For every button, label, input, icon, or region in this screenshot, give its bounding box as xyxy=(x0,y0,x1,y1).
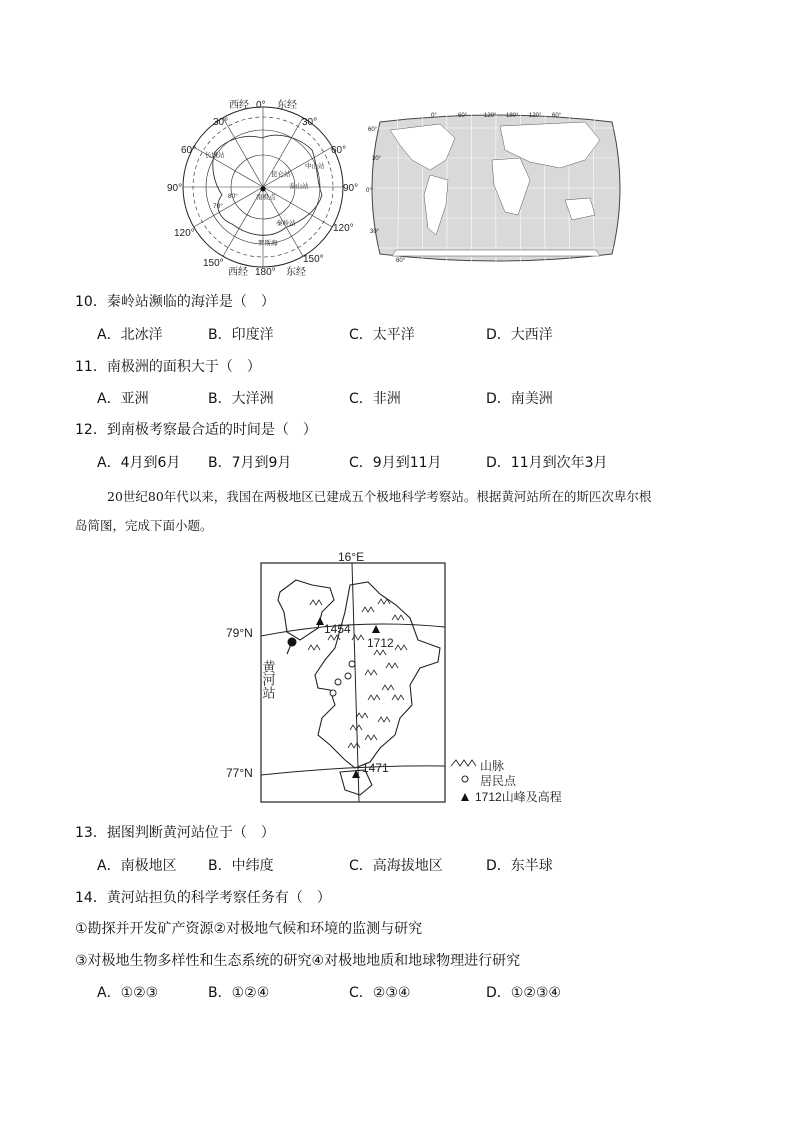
deg-label: 120° xyxy=(174,228,195,239)
question-text: 黄河站担负的科学考察任务有（ ） xyxy=(106,890,331,906)
q14-option-b[interactable]: B．①②④ xyxy=(208,985,270,1001)
question-number: 11． xyxy=(75,359,107,375)
lat-label: 60° xyxy=(396,258,406,264)
question-text: 到南极考察最合适的时间是（ ） xyxy=(106,422,317,438)
mountain-symbol xyxy=(310,600,322,605)
mountain-symbol xyxy=(308,645,320,650)
inner-label: 罗斯海 xyxy=(258,240,278,247)
question-text: 南极洲的面积大于（ ） xyxy=(106,359,261,375)
island-main xyxy=(315,582,440,768)
station-label: 泰山站 xyxy=(289,183,309,190)
settlement-dot xyxy=(345,673,351,679)
intro-line-1: 20世纪80年代以来，我国在两极地区已建成五个极地科学考察站。根据黄河站所在的斯匹次卑尔根 xyxy=(107,489,652,504)
question-11 xyxy=(75,356,261,376)
lat-label-79n: 79°N xyxy=(226,626,253,640)
peak-triangle xyxy=(372,625,380,633)
q12-option-d[interactable]: D．11月到次年3月 xyxy=(486,455,608,471)
settlement-dot xyxy=(335,679,341,685)
deg-label: 150° xyxy=(303,254,324,265)
q10-option-c[interactable]: C．太平洋 xyxy=(349,327,415,343)
mountain-symbol xyxy=(365,735,377,740)
question-text: 据图判断黄河站位于（ ） xyxy=(106,825,275,841)
question-number: 12． xyxy=(75,422,107,438)
lon-label: 180° xyxy=(506,113,519,119)
q10-option-d[interactable]: D．大西洋 xyxy=(486,327,553,343)
mountain-symbol xyxy=(382,685,394,690)
lon-label: 120° xyxy=(529,113,542,119)
polar-top-zero: 0° xyxy=(256,100,266,111)
meridian-line xyxy=(263,187,332,227)
lat-label: 30° xyxy=(372,156,382,162)
mountain-symbol xyxy=(392,615,404,620)
q11-option-d[interactable]: D．南美洲 xyxy=(486,391,553,407)
lon-label: 60° xyxy=(552,113,562,119)
deg-label: 30° xyxy=(213,117,229,128)
q10-option-b[interactable]: B．印度洋 xyxy=(208,327,274,343)
q13-option-c[interactable]: C．高海拔地区 xyxy=(349,858,443,874)
q14-option-a[interactable]: A．①②③ xyxy=(97,985,159,1001)
lon-label: 120° xyxy=(484,113,497,119)
peak-elevation: 1454 xyxy=(324,622,351,636)
q14-option-c[interactable]: C．②③④ xyxy=(349,985,411,1001)
deg-label: 60° xyxy=(331,145,347,156)
polar-bottom-west: 西经 xyxy=(228,267,248,278)
peak-elevation: 1471 xyxy=(362,761,389,775)
lon-label: 60° xyxy=(458,113,468,119)
lat-label: 0° xyxy=(366,188,372,194)
peak-elevation: 1712 xyxy=(367,636,394,650)
question-14 xyxy=(75,887,331,907)
mountain-symbol xyxy=(356,713,368,718)
deg-label: 30° xyxy=(302,117,318,128)
polar-top-east: 东经 xyxy=(277,100,297,111)
station-label: 长城站 xyxy=(205,152,225,159)
lon-label: 0° xyxy=(431,113,437,119)
antarctica-polar-map xyxy=(165,92,365,282)
mountain-symbol xyxy=(392,695,404,700)
q12-option-a[interactable]: A．4月到6月 xyxy=(97,455,181,471)
lat-label: 60° xyxy=(368,127,378,133)
world-map xyxy=(365,106,627,268)
question-13 xyxy=(75,822,275,842)
inner-label: 80° xyxy=(228,193,238,200)
huanghe-station-label: 黄河站 xyxy=(260,660,276,699)
deg-label: 150° xyxy=(203,258,224,269)
question-number: 13． xyxy=(75,825,107,841)
q12-option-c[interactable]: C．9月到11月 xyxy=(349,455,442,471)
q14-statement-1: ①勘探并开发矿产资源②对极地气候和环境的监测与研究 xyxy=(75,921,423,937)
question-12 xyxy=(75,419,317,439)
deg-label: 60° xyxy=(181,145,197,156)
mountain-symbol xyxy=(395,645,407,650)
question-number: 14． xyxy=(75,890,107,906)
polar-bottom-center: 180° xyxy=(255,267,276,278)
svalbard-island-map xyxy=(222,545,582,810)
settlement-dot xyxy=(330,690,336,696)
peak-triangle xyxy=(316,617,324,625)
mountain-symbol xyxy=(374,650,386,655)
q13-option-a[interactable]: A．南极地区 xyxy=(97,858,177,874)
antarctica xyxy=(392,250,600,256)
deg-label: 90° xyxy=(343,183,359,194)
q14-option-d[interactable]: D．①②③④ xyxy=(486,985,561,1001)
deg-label: 90° xyxy=(167,183,183,194)
q11-option-c[interactable]: C．非洲 xyxy=(349,391,401,407)
map-legend xyxy=(451,759,562,804)
q13-option-b[interactable]: B．中纬度 xyxy=(208,858,274,874)
q14-statement-2: ③对极地生物多样性和生态系统的研究④对极地地质和地球物理进行研究 xyxy=(75,953,521,969)
q13-option-d[interactable]: D．东半球 xyxy=(486,858,553,874)
question-10 xyxy=(75,291,275,311)
question-number: 10． xyxy=(75,294,107,310)
mountain-symbol xyxy=(362,607,374,612)
polar-bottom-east: 东经 xyxy=(286,267,306,278)
south-pole-marker xyxy=(261,187,266,192)
q12-option-b[interactable]: B．7月到9月 xyxy=(208,455,292,471)
question-text: 秦岭站濒临的海洋是（ ） xyxy=(106,294,275,310)
polar-top-west: 西经 xyxy=(229,100,249,111)
mountain-symbol xyxy=(378,717,390,722)
deg-label: 120° xyxy=(333,223,354,234)
legend-settlement: 居民点 xyxy=(480,774,517,788)
mountain-symbol xyxy=(386,663,398,668)
mountain-symbol xyxy=(348,743,360,748)
intro-line-2: 岛简图，完成下面小题。 xyxy=(75,518,213,533)
q11-option-a[interactable]: A．亚洲 xyxy=(97,391,149,407)
mountain-symbol xyxy=(350,725,362,730)
meridian-label: 16°E xyxy=(338,550,365,564)
legend-peak: 1712山峰及高程 xyxy=(475,790,562,804)
station-label: 中山站 xyxy=(305,163,325,170)
legend-mountain: 山脉 xyxy=(480,759,505,773)
lat-label: 30° xyxy=(370,229,380,235)
station-label: 秦岭站 xyxy=(276,220,296,227)
inner-label: 70° xyxy=(213,203,223,210)
settlement-dot xyxy=(349,661,355,667)
mountain-symbol xyxy=(365,670,377,675)
station-label: 昆仑站 xyxy=(271,171,291,178)
mountain-symbol xyxy=(368,695,380,700)
q10-option-a[interactable]: A．北冰洋 xyxy=(97,327,163,343)
meridian-line xyxy=(223,118,263,187)
inner-label: 南极点 xyxy=(256,194,276,201)
q11-option-b[interactable]: B．大洋洲 xyxy=(208,391,274,407)
lat-label-77n: 77°N xyxy=(226,766,253,780)
